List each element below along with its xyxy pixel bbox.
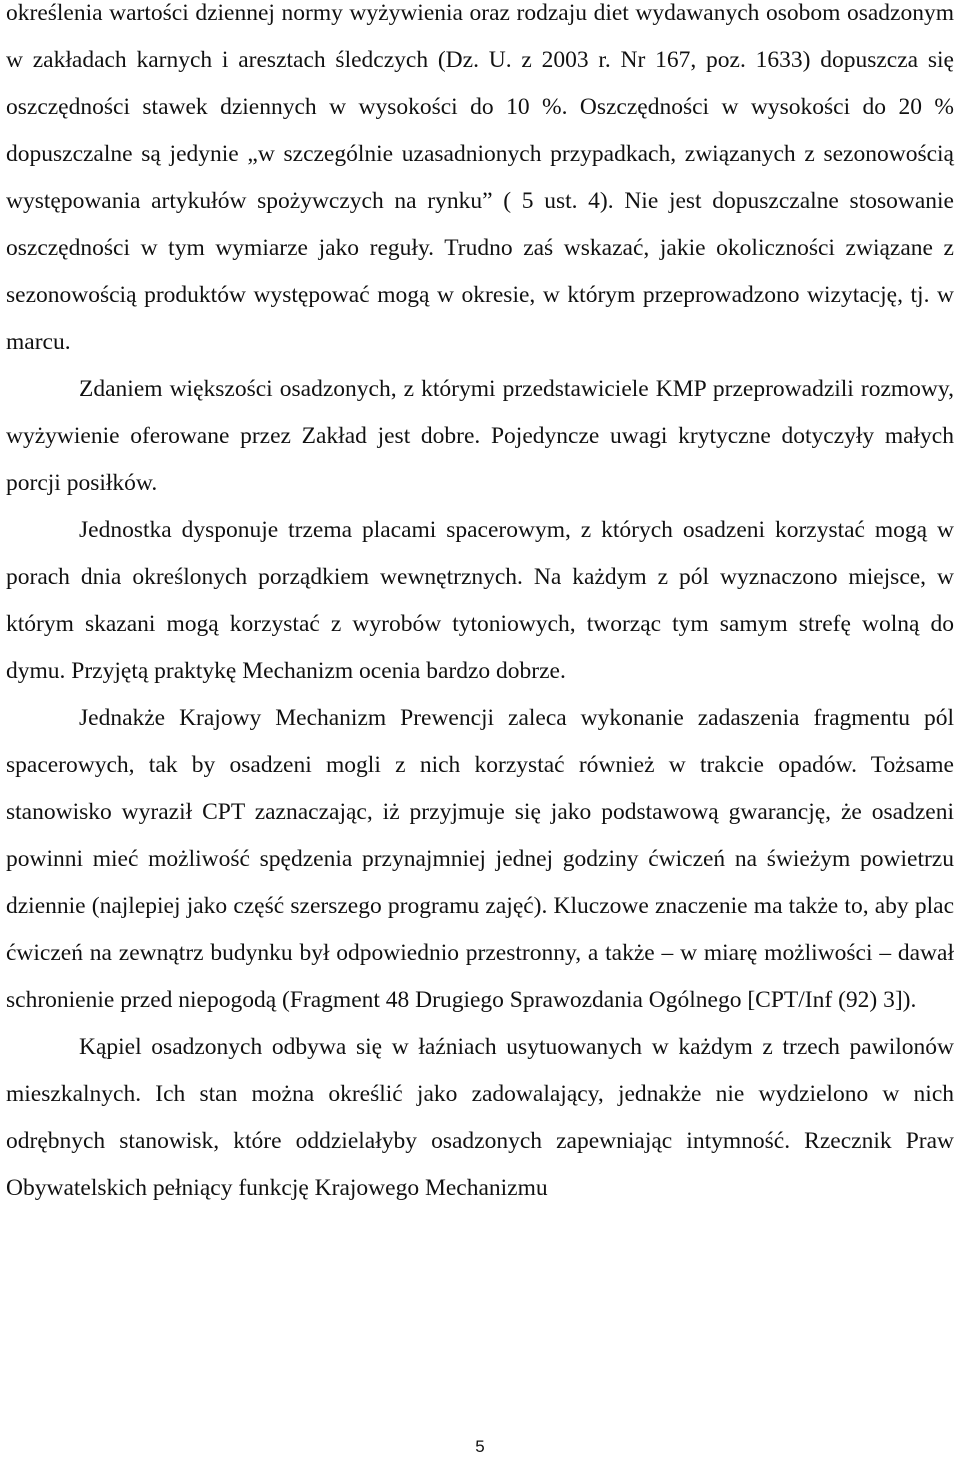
paragraph-diet-savings: określenia wartości dziennej normy wyżywienia oraz rodzaju diet wydawanych osobom osadzonym w zakładach karnych i aresztach śledczych (Dz. U. z 2003 r. Nr 167, poz. 1633) dopuszcza się oszczędności stawek dziennych w wysokości do 10 %. Oszczędności w wysokości do 20 % dopuszczalne są jedynie „w szczególnie uzasadnionych przypadkach, związanych z sezonowością występowania artykułów spożywczych na rynku” ( 5 ust. 4). Nie jest dopuszczalne stosowanie oszczędności w tym wymiarze jako reguły. Trudno zaś wskazać, jakie okoliczności związane z sezonowością produktów występować mogą w okresie, w którym przeprowadzono wizytację, tj. w marcu. [6,0,954,355]
paragraph-kmp-recommendation: Jednakże Krajowy Mechanizm Prewencji zaleca wykonanie zadaszenia fragmentu pól spacerowych, tak by osadzeni mogli z nich korzystać również w trakcie opadów. Tożsame stanowisko wyraził CPT zaznaczając, iż przyjmuje się jako podstawową gwarancję, że osadzeni powinni mieć możliwość spędzenia przynajmniej jednej godziny ćwiczeń na świeżym powietrzu dziennie (najlepiej jako część szerszego programu zajęć). Kluczowe znaczenie ma także to, aby plac ćwiczeń na zewnątrz budynku był odpowiednio przestronny, a także – w miarę możliwości – dawał schronienie przed niepogodą (Fragment 48 Drugiego Sprawozdania Ogólnego [CPT/Inf (92) 3]). [6,705,954,1013]
paragraph-inmates-opinion: Zdaniem większości osadzonych, z którymi przedstawiciele KMP przeprowadzili rozmowy, wyżywienie oferowane przez Zakład jest dobre. Pojedyncze uwagi krytyczne dotyczyły małych porcji posiłków. [6,376,954,496]
document-body [6,0,954,1212]
paragraph-bathing: Kąpiel osadzonych odbywa się w łaźniach usytuowanych w każdym z trzech pawilonów mieszkalnych. Ich stan można określić jako zadowalający, jednakże nie wydzielono w nich odrębnych stanowisk, które oddzielałyby osadzonych zapewniając intymność. Rzecznik Praw Obywatelskich pełniący funkcję Krajowego Mechanizmu [6,1034,954,1201]
page-number: 5 [475,1437,485,1456]
paragraph-exercise-yards: Jednostka dysponuje trzema placami spacerowym, z których osadzeni korzystać mogą w porach dnia określonych porządkiem wewnętrznych. Na każdym z pól wyznaczono miejsce, w którym skazani mogą korzystać z wyrobów tytoniowych, tworząc tym samym strefę wolną do dymu. Przyjętą praktykę Mechanizm ocenia bardzo dobrze. [6,517,954,684]
